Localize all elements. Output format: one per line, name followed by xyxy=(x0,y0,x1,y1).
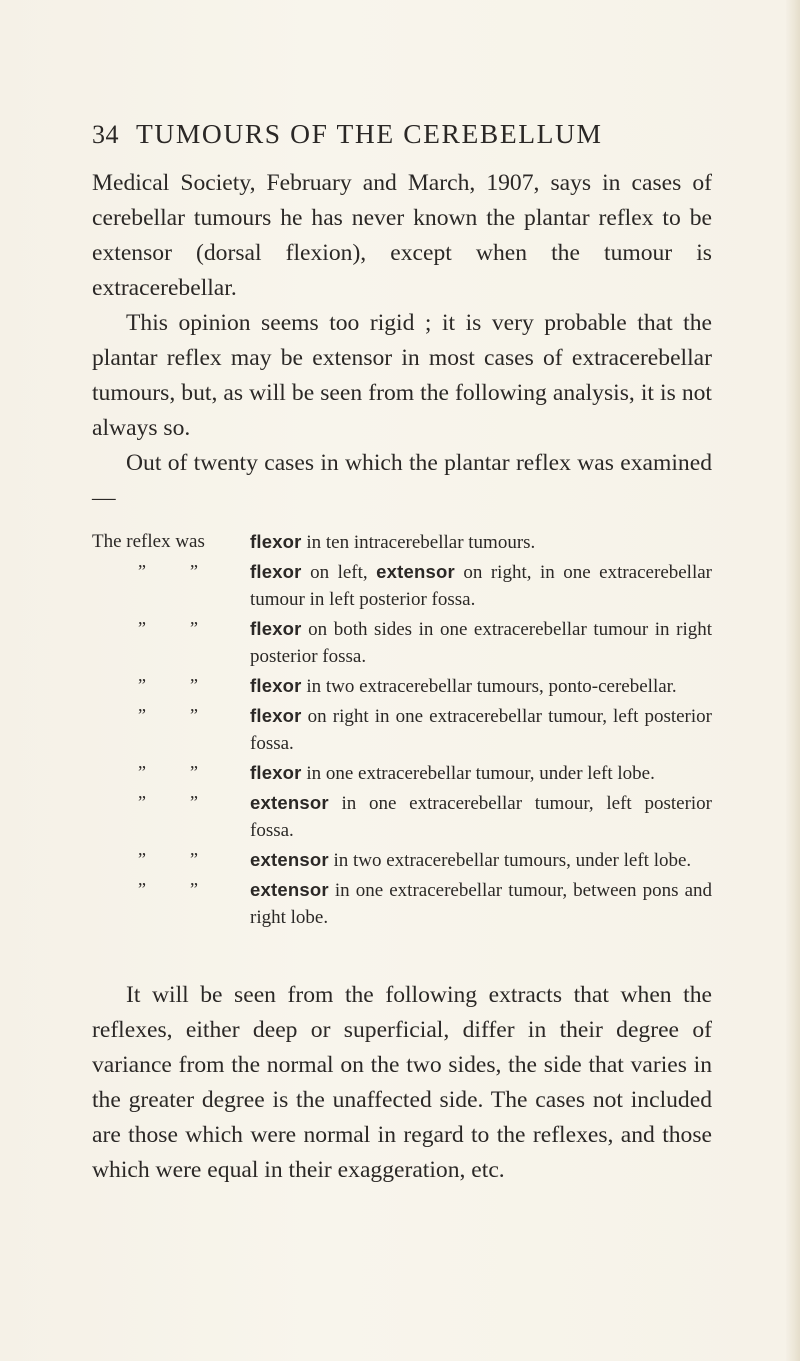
ditto-mark: ” xyxy=(138,561,145,581)
reflex-keyword: extensor xyxy=(250,849,329,870)
paragraph-4: It will be seen from the following extracts that when the reflexes, either deep or superficial, differ in their degree of variance from the normal on the two sides, the side that varies in the greater degree is the unaffected side. The cases not included are those which were normal in regard to the reflexes, and those which were equal in their exaggeration, etc. xyxy=(92,982,712,1183)
reflex-description xyxy=(250,615,712,670)
reflex-text: in one extracerebellar tumour, under left lobe. xyxy=(301,763,655,784)
reflex-keyword: extensor xyxy=(250,879,329,900)
reflex-keyword: flexor xyxy=(250,762,302,783)
ditto-mark: ” xyxy=(138,849,145,869)
ditto-mark: ” xyxy=(190,561,197,581)
reflex-text: in two extracerebellar tumours, under left lobe. xyxy=(328,850,692,871)
reflex-keyword: flexor xyxy=(250,561,302,582)
reflex-text: in one extracerebellar tumour, between pons and right lobe. xyxy=(250,880,712,928)
reflex-text: in one extracerebellar tumour, left posterior fossa. xyxy=(250,793,712,841)
ditto-mark: ” xyxy=(138,705,145,725)
reflex-text: on both sides in one extracerebellar tumour in right posterior fossa. xyxy=(250,619,712,667)
reflex-row xyxy=(92,876,712,931)
reflex-row xyxy=(92,528,712,556)
ditto-mark: ” xyxy=(138,618,145,638)
reflex-description xyxy=(250,702,712,757)
reflex-row xyxy=(92,615,712,670)
reflex-text: on left, xyxy=(301,562,377,583)
ditto-mark: ” xyxy=(138,675,145,695)
ditto-mark: ” xyxy=(190,705,197,725)
reflex-description xyxy=(250,759,712,787)
ditto-mark: ” xyxy=(190,618,197,638)
ditto-mark: ” xyxy=(190,792,197,812)
running-title: TUMOURS OF THE CEREBELLUM xyxy=(136,118,603,149)
ditto-mark: ” xyxy=(138,762,145,782)
reflex-description xyxy=(250,528,712,556)
reflex-description xyxy=(250,672,712,700)
reflex-keyword: flexor xyxy=(250,675,302,696)
reflex-keyword: flexor xyxy=(250,531,302,552)
ditto-mark: ” xyxy=(190,879,197,899)
ditto-mark: ” xyxy=(190,762,197,782)
page-header xyxy=(92,118,712,158)
reflex-row xyxy=(92,789,712,844)
reflex-keyword: extensor xyxy=(250,792,329,813)
paragraph-3: Out of twenty cases in which the plantar reflex was examined— xyxy=(92,450,712,511)
reflex-row xyxy=(92,558,712,613)
reflex-list xyxy=(92,528,712,933)
reflex-row xyxy=(92,759,712,787)
ditto-mark: ” xyxy=(138,792,145,812)
reflex-row xyxy=(92,702,712,757)
reflex-text: in ten intracerebellar tumours. xyxy=(301,532,536,553)
page-edge xyxy=(786,0,800,1361)
page-number: 34 xyxy=(92,120,119,149)
reflex-intro: The reflex was xyxy=(92,531,205,552)
paragraph-1: Medical Society, February and March, 1907, says in cases of cerebellar tumours he has never known the plantar reflex to be extensor (dorsal flexion), except when the tumour is extracerebellar. xyxy=(92,170,712,301)
reflex-description xyxy=(250,558,712,613)
reflex-keyword: extensor xyxy=(376,561,455,582)
reflex-description xyxy=(250,789,712,844)
ditto-mark: ” xyxy=(190,675,197,695)
reflex-text: on right in one extracerebellar tumour, left posterior fossa. xyxy=(250,706,712,754)
paragraph-2: This opinion seems too rigid ; it is very probable that the plantar reflex may be extensor in most cases of extracerebellar tumours, but, as will be seen from the following analysis, it is not always so. xyxy=(92,310,712,441)
reflex-description xyxy=(250,876,712,931)
reflex-keyword: flexor xyxy=(250,618,302,639)
reflex-keyword: flexor xyxy=(250,705,302,726)
ditto-mark: ” xyxy=(190,849,197,869)
reflex-row xyxy=(92,846,712,874)
ditto-mark: ” xyxy=(138,879,145,899)
reflex-description xyxy=(250,846,712,874)
reflex-text: on right, in one extracerebellar tumour in left posterior fossa. xyxy=(250,562,712,610)
reflex-row xyxy=(92,672,712,700)
reflex-text: in two extracerebellar tumours, ponto-cerebellar. xyxy=(301,676,677,697)
